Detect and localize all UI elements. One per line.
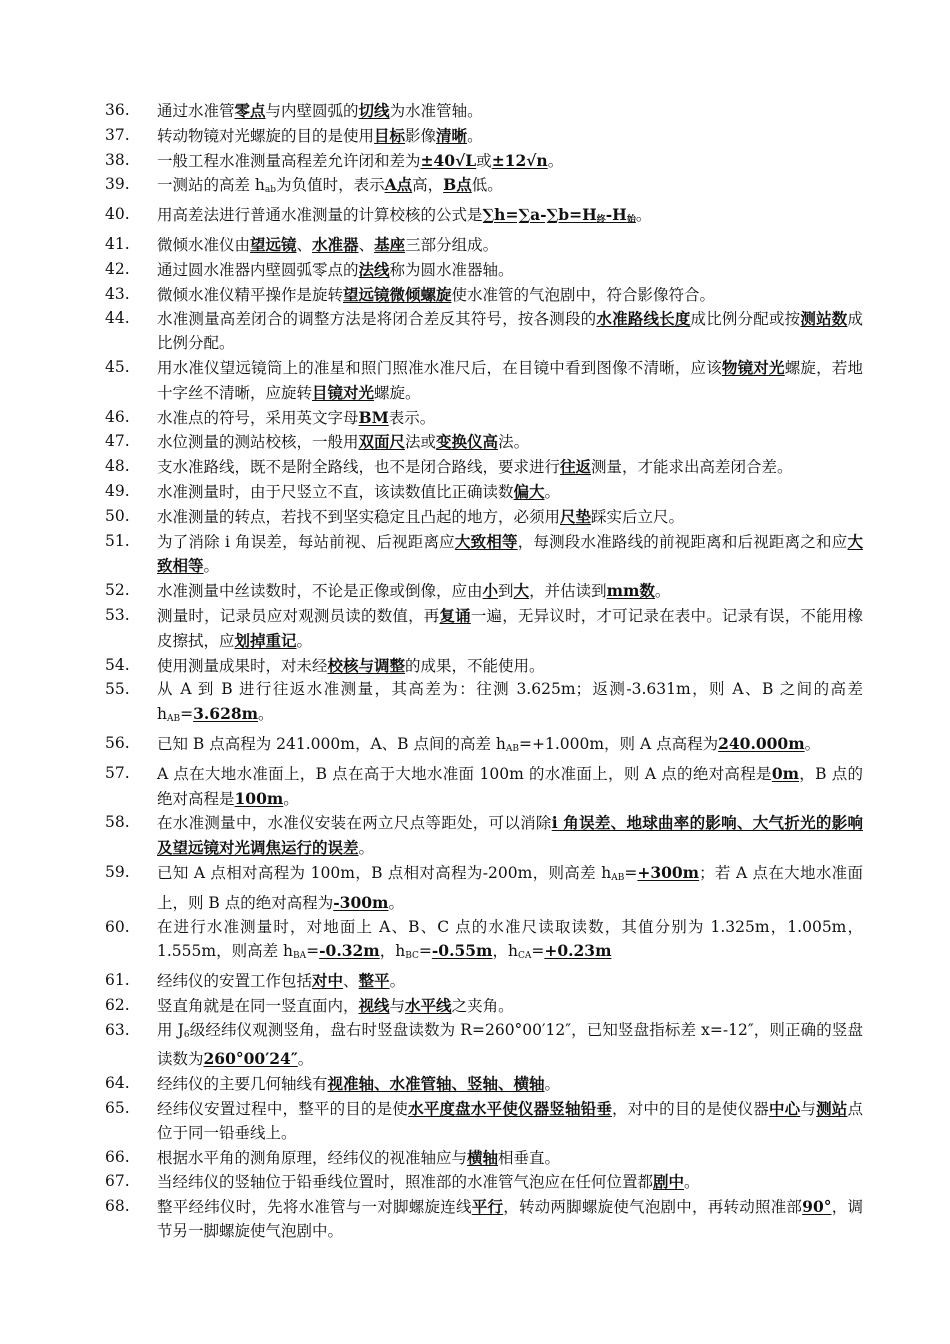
item-text: 已知 A 点相对高程为 100m，B 点相对高程为-200m，则高差 $h_{AB}=+300m$；若 A 点在大地水准面上，则 B 点的绝对高程为-300m。	[157, 862, 863, 912]
item-text: 当经纬仪的竖轴位于铅垂线位置时，照准部的水准管气泡应在任何位置都剧中。	[157, 1172, 700, 1192]
item-number: 54.	[105, 655, 130, 674]
item-number: 59.	[105, 862, 130, 881]
item-text: 通过水准管零点与内壁圆弧的切线为水准管轴。	[157, 101, 483, 120]
item-text: 一般工程水准测量高程差允许闭和差为±40√L或±12√n。	[157, 150, 564, 170]
item-number: 40.	[105, 205, 130, 224]
item-number: 52.	[105, 581, 130, 600]
list-item	[105, 530, 863, 580]
list-item	[105, 678, 863, 732]
list-item	[105, 1195, 863, 1244]
list-item	[105, 1072, 863, 1097]
list-item	[105, 283, 863, 308]
list-item	[105, 969, 863, 994]
item-text: 已知 B 点高程为 241.000m，A、B 点间的高差 $h_{AB}=+1.000m$，则 A 点高程为240.000m。	[157, 733, 821, 754]
item-text: 水准测量时，由于尺竖立不直，该读数值比正确读数偏大。	[157, 481, 561, 501]
item-number: 37.	[105, 125, 130, 144]
list-item	[105, 307, 863, 356]
item-text: 微倾水准仪由望远镜、水准器、基座三部分组成。	[157, 234, 499, 254]
item-text: 使用测量成果时，对未经校核与调整的成果，不能使用。	[157, 655, 545, 675]
item-number: 55.	[105, 680, 130, 699]
item-text: 测量时，记录员应对观测员读的数值，再复诵一遍，无异议时，才可记录在表中。记录有误，不能用橡皮擦拭，应划掉重记。	[157, 605, 863, 650]
item-number: 49.	[105, 481, 130, 500]
item-text: 为了消除 i 角误差，每站前视、后视距离应大致相等，每测段水准路线的前视距离和后视距离之和应大致相等。	[157, 531, 863, 576]
item-text: 根据水平角的测角原理，经纬仪的视准轴应与横轴相垂直。	[157, 1147, 561, 1167]
item-number: 62.	[105, 995, 130, 1014]
item-number: 63.	[105, 1020, 130, 1039]
item-number: 41.	[105, 234, 130, 253]
list-item	[105, 1170, 863, 1195]
item-number: 61.	[105, 971, 130, 990]
item-text: A 点在大地水准面上，B 点在高于大地水准面 100m 的水准面上，则 A 点的绝对高程是0m，B 点的绝对高程是100m。	[157, 763, 863, 808]
item-text: 支水准路线，既不是附全路线，也不是闭合路线，要求进行往返测量，才能求出高差闭合差。	[157, 457, 793, 477]
item-text: 转动物镜对光螺旋的目的是使用目标影像清晰。	[157, 125, 483, 145]
item-number: 66.	[105, 1147, 130, 1166]
item-text: 一测站的高差 $h_{ab}$为负值时，表示A点高，B点低。	[157, 175, 503, 196]
list-item	[105, 233, 863, 258]
list-item	[105, 916, 863, 970]
item-number: 39.	[105, 175, 130, 194]
item-number: 46.	[105, 407, 130, 426]
item-number: 48.	[105, 457, 130, 476]
item-text: 整平经纬仪时，先将水准管与一对脚螺旋连线平行，转动两脚螺旋使气泡剧中，再转动照准部90°，调节另一脚螺旋使气泡剧中。	[157, 1197, 863, 1241]
list-item	[105, 149, 863, 174]
item-text: 微倾水准仪精平操作是旋转望远镜微倾螺旋使水准管的气泡剧中，符合影像符合。	[157, 284, 716, 304]
item-text: 在水准测量中，水准仪安装在两立尺点等距处，可以消除i 角误差、地球曲率的影响、大气折光的影响及望远镜对光调焦运行的误差。	[157, 813, 863, 858]
item-number: 67.	[105, 1172, 130, 1191]
list-item	[105, 406, 863, 431]
list-item	[105, 861, 863, 916]
list-item	[105, 604, 863, 654]
list-item	[105, 579, 863, 604]
item-number: 44.	[105, 309, 130, 328]
item-text: 水位测量的测站校核，一般用双面尺法或变换仪高法。	[157, 432, 530, 452]
item-text: 经纬仪的主要几何轴线有视准轴、水准管轴、竖轴、横轴。	[157, 1074, 561, 1094]
list-item	[105, 124, 863, 149]
item-text: 水准测量的转点，若找不到坚实稳定且凸起的地方，必须用尺垫踩实后立尺。	[157, 506, 685, 526]
item-number: 43.	[105, 284, 130, 303]
item-number: 38.	[105, 150, 130, 169]
item-number: 56.	[105, 733, 130, 752]
item-text: 水准点的符号，采用英文字母BM表示。	[157, 407, 436, 427]
list-item	[105, 356, 863, 406]
list-item	[105, 994, 863, 1019]
item-text: 通过圆水准器内壁圆弧零点的法线称为圆水准器轴。	[157, 259, 514, 279]
item-number: 57.	[105, 763, 130, 782]
item-number: 64.	[105, 1074, 130, 1093]
item-number: 50.	[105, 506, 130, 525]
list-item	[105, 1097, 863, 1146]
item-text: 用高差法进行普通水准测量的计算校核的公式是$\sum h=\sum a-\sum b=H_终-H_始$。	[157, 205, 652, 226]
list-item	[105, 203, 863, 233]
item-number: 42.	[105, 259, 130, 278]
item-number: 36.	[105, 101, 130, 119]
list-item	[105, 811, 863, 861]
list-item	[105, 99, 863, 124]
item-text: 用 $J_6$级经纬仪观测竖角，盘右时竖盘读数为 R=260°00′12″，已知竖盘指标差 x=-12″，则正确的竖盘读数为260°00′24″。	[157, 1020, 863, 1069]
list-item	[105, 455, 863, 480]
item-text: 经纬仪的安置工作包括对中、整平。	[157, 971, 406, 991]
item-text: 经纬仪安置过程中，整平的目的是使水平度盘水平使仪器竖轴铅垂，对中的目的是使仪器中心与测站点位于同一铅垂线上。	[157, 1099, 863, 1142]
list-item	[105, 258, 863, 283]
item-number: 68.	[105, 1197, 130, 1216]
item-text: 水准测量中丝读数时，不论是正像或倒像，应由小到大，并估读到mm数。	[157, 581, 671, 601]
list-item	[105, 1019, 863, 1073]
list-item	[105, 430, 863, 455]
list-item	[105, 1146, 863, 1171]
item-text: 在进行水准测量时，对地面上 A、B、C 点的水准尺读取读数，其值分别为 1.325m，1.005m，1.555m，则高差 $h_{BA}=-0.32m$，$h_{BC}=-0.55m$，$h_{CA}=+0.23m$	[157, 917, 863, 962]
item-number: 53.	[105, 605, 130, 624]
item-number: 51.	[105, 531, 130, 550]
item-text: 水准测量高差闭合的调整方法是将闭合差反其符号，按各测段的水准路线长度成比例分配或按测站数成比例分配。	[157, 309, 863, 353]
list-item	[105, 480, 863, 505]
item-number: 65.	[105, 1099, 130, 1118]
item-text: 从 A 到 B 进行往返水准测量，其高差为：往测 3.625m；返测-3.631m，则 A、B 之间的高差 $h_{AB}=3.628m$。	[157, 680, 863, 725]
list-item	[105, 173, 863, 203]
item-text: 用水准仪望远镜筒上的准星和照门照准水准尺后，在目镜中看到图像不清晰，应该物镜对光螺旋，若地十字丝不清晰，应旋转目镜对光螺旋。	[157, 357, 863, 402]
list-item	[105, 654, 863, 679]
item-number: 47.	[105, 432, 130, 451]
item-text: 竖直角就是在同一竖直面内，视线与水平线之夹角。	[157, 995, 514, 1015]
list-item	[105, 732, 863, 762]
list-item	[105, 505, 863, 530]
list-item	[105, 762, 863, 812]
question-list	[105, 99, 863, 1244]
item-number: 60.	[105, 917, 130, 936]
item-number: 45.	[105, 357, 130, 376]
item-number: 58.	[105, 813, 130, 832]
